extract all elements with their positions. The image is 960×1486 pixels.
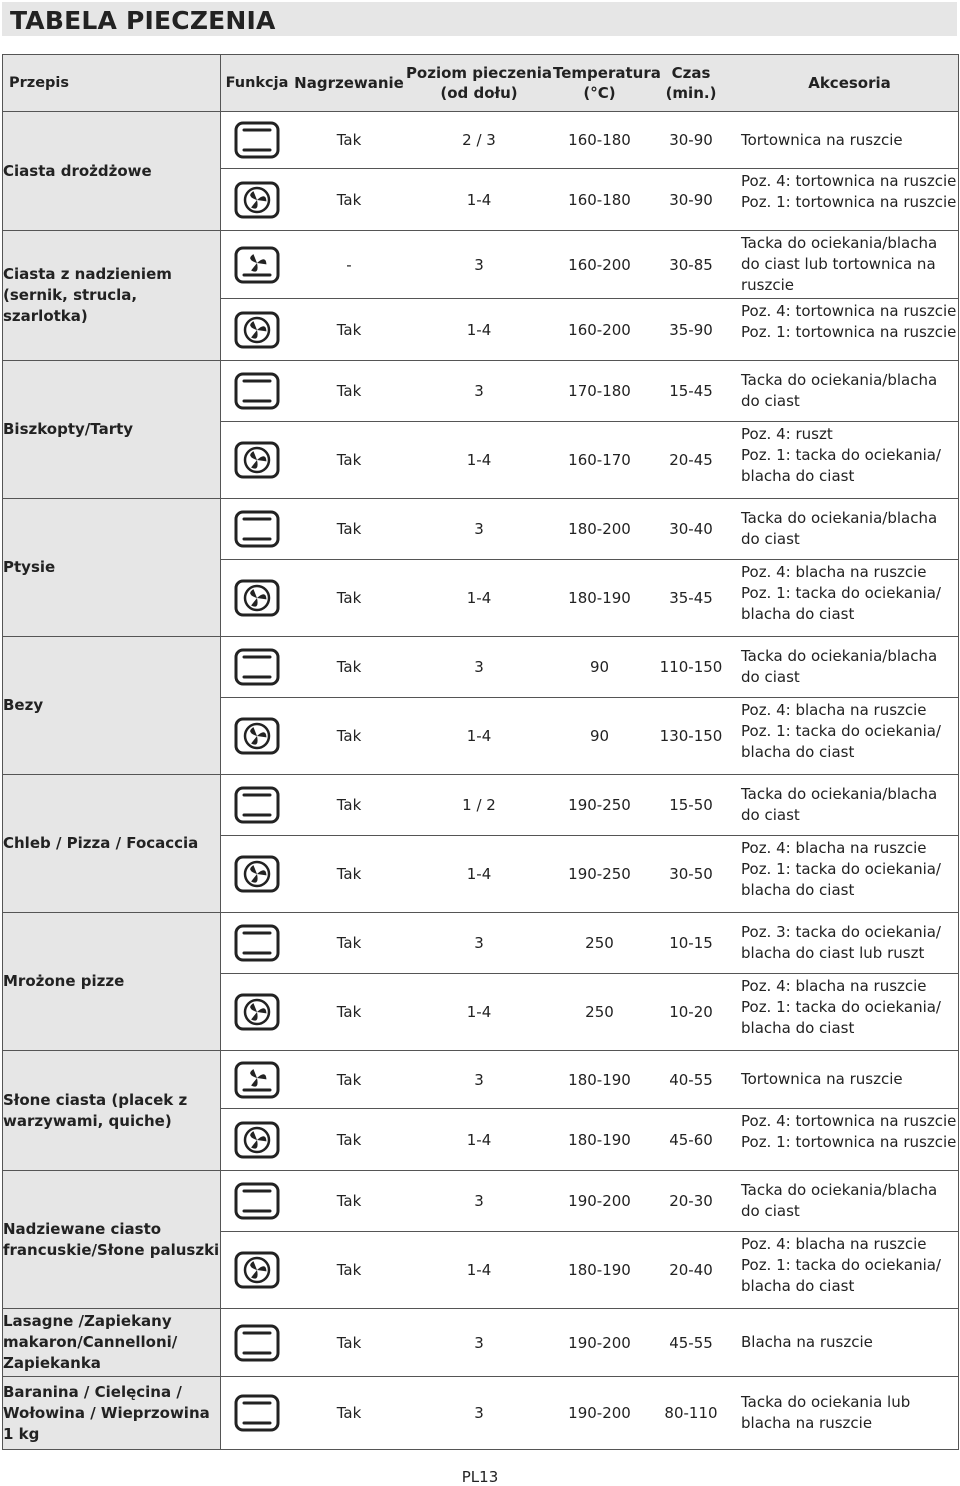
- recipe-settings: [221, 1309, 959, 1377]
- preheat-cell: Tak: [336, 1192, 362, 1210]
- temperature-cell: 190-200: [568, 1333, 631, 1352]
- table-row: [3, 1051, 959, 1171]
- table-row: [3, 1309, 959, 1377]
- time-cell: 30-85: [669, 255, 713, 274]
- table-row: [3, 231, 959, 361]
- accessories-cell: [736, 299, 958, 360]
- accessory-line: Poz. 1: tacka do ociekania/ blacha do ciast: [741, 584, 941, 623]
- temperature-cell: 190-250: [568, 865, 631, 883]
- convection-fan-icon: [234, 1251, 280, 1289]
- accessory-line: Poz. 4: blacha na ruszcie: [741, 701, 927, 719]
- function-cell: [221, 181, 293, 219]
- accessory-line: Poz. 1: tacka do ociekania/ blacha do ciast: [741, 446, 941, 485]
- conventional-icon: [234, 372, 280, 410]
- setting-row: [221, 775, 958, 835]
- preheat-cell: Tak: [336, 1003, 362, 1021]
- temperature-cell: 90: [589, 727, 610, 745]
- preheat-cell: Tak: [336, 520, 362, 538]
- function-cell: [221, 121, 293, 159]
- setting-row: [221, 973, 958, 1050]
- time-cell: 30-50: [669, 865, 713, 883]
- setting-row: [221, 1051, 958, 1108]
- accessory-line: Blacha na ruszcie: [741, 1333, 873, 1351]
- accessories-cell: [736, 1171, 958, 1231]
- recipe-name: Nadziewane ciasto francuskie/Słone paluszki: [3, 1171, 221, 1309]
- conventional-icon: [234, 648, 280, 686]
- accessories-cell: [736, 422, 958, 498]
- setting-row: [221, 913, 958, 973]
- setting-row: [221, 421, 958, 498]
- time-cell: 30-40: [669, 520, 713, 538]
- level-cell: 1-4: [466, 589, 492, 607]
- page-title: TABELA PIECZENIA: [10, 6, 276, 35]
- temperature-cell: 160-180: [568, 190, 631, 209]
- function-cell: [221, 717, 293, 755]
- level-cell: 3: [474, 934, 484, 952]
- header-temperature-line1: Temperatura: [553, 64, 661, 82]
- level-cell: 1-4: [466, 865, 492, 883]
- setting-row: [221, 559, 958, 636]
- conventional-icon: [234, 510, 280, 548]
- conventional-icon: [234, 924, 280, 962]
- temperature-cell: 190-200: [568, 1192, 631, 1210]
- setting-row: [221, 361, 958, 421]
- preheat-cell: Tak: [336, 934, 362, 952]
- convection-fan-icon: [234, 1121, 280, 1159]
- level-cell: 2 / 3: [462, 131, 496, 149]
- function-cell: [221, 924, 293, 962]
- accessory-line: Tacka do ociekania/blacha do ciast: [741, 1181, 938, 1220]
- time-cell: 20-45: [669, 451, 713, 469]
- temperature-cell: 160-180: [568, 131, 631, 149]
- setting-row: [221, 231, 958, 298]
- accessories-cell: [736, 974, 958, 1050]
- header-recipe: Przepis: [3, 55, 221, 112]
- level-cell: 3: [474, 1404, 484, 1422]
- time-cell: 15-50: [669, 796, 713, 814]
- accessory-line: Poz. 4: tortownica na ruszcie: [741, 172, 957, 190]
- time-cell: 110-150: [659, 658, 723, 676]
- recipe-settings: [221, 231, 959, 361]
- function-cell: [221, 579, 293, 617]
- temperature-cell: 180-190: [568, 1130, 631, 1149]
- preheat-cell: Tak: [336, 1404, 362, 1422]
- bottom-fan-icon: [234, 246, 280, 284]
- accessories-cell: [736, 698, 958, 774]
- time-cell: 30-90: [669, 131, 713, 149]
- recipe-settings: [221, 775, 959, 913]
- recipe-name: Słone ciasta (placek z warzywami, quiche): [3, 1051, 221, 1171]
- accessories-cell: [736, 1309, 958, 1376]
- accessory-line: Poz. 4: blacha na ruszcie: [741, 839, 927, 857]
- header-accessories: Akcesoria: [808, 73, 891, 92]
- conventional-icon: [234, 786, 280, 824]
- convection-fan-icon: [234, 181, 280, 219]
- table-row: [3, 1171, 959, 1309]
- preheat-cell: Tak: [336, 1333, 362, 1352]
- function-cell: [221, 246, 293, 284]
- level-cell: 3: [474, 520, 484, 538]
- temperature-cell: 190-250: [568, 796, 631, 814]
- preheat-cell: Tak: [336, 131, 362, 149]
- accessory-line: Poz. 4: ruszt: [741, 425, 833, 443]
- conventional-icon: [234, 1394, 280, 1432]
- header-time-line1: Czas: [671, 64, 711, 82]
- level-cell: 3: [474, 1070, 484, 1089]
- function-cell: [221, 648, 293, 686]
- table-body: [3, 112, 959, 1450]
- function-cell: [221, 1182, 293, 1220]
- temperature-cell: 180-190: [568, 589, 631, 607]
- preheat-cell: Tak: [336, 1070, 362, 1089]
- recipe-settings: [221, 112, 959, 231]
- table-row: [3, 775, 959, 913]
- preheat-cell: Tak: [336, 1130, 362, 1149]
- time-cell: 130-150: [659, 727, 723, 745]
- setting-row: [221, 697, 958, 774]
- temperature-cell: 160-170: [568, 451, 631, 469]
- temperature-cell: 90: [589, 658, 610, 676]
- level-cell: 1-4: [466, 1261, 492, 1279]
- temperature-cell: 190-200: [568, 1404, 631, 1422]
- accessory-line: Poz. 1: tortownica na ruszcie: [741, 193, 957, 211]
- preheat-cell: Tak: [336, 320, 362, 339]
- accessory-line: Tacka do ociekania/blacha do ciast: [741, 785, 938, 824]
- setting-row: [221, 1108, 958, 1170]
- preheat-cell: Tak: [336, 1261, 362, 1279]
- accessories-cell: [736, 169, 958, 230]
- recipe-name: Ciasta z nadzieniem (sernik, strucla, szarlotka): [3, 231, 221, 361]
- accessories-cell: [736, 499, 958, 559]
- function-cell: [221, 372, 293, 410]
- level-cell: 3: [474, 255, 484, 274]
- recipe-settings: [221, 361, 959, 499]
- accessory-line: Poz. 4: blacha na ruszcie: [741, 1235, 927, 1253]
- accessories-cell: [736, 637, 958, 697]
- temperature-cell: 170-180: [568, 382, 631, 400]
- function-cell: [221, 311, 293, 349]
- convection-fan-icon: [234, 311, 280, 349]
- accessory-line: Tacka do ociekania/blacha do ciast lub tortownica na ruszcie: [741, 234, 938, 294]
- convection-fan-icon: [234, 855, 280, 893]
- conventional-icon: [234, 1182, 280, 1220]
- recipe-settings: [221, 913, 959, 1051]
- temperature-cell: 160-200: [568, 255, 631, 274]
- accessories-cell: [736, 913, 958, 973]
- accessory-line: Poz. 4: blacha na ruszcie: [741, 977, 927, 995]
- baking-table: [2, 54, 959, 1450]
- time-cell: 20-40: [669, 1261, 713, 1279]
- preheat-cell: Tak: [336, 796, 362, 814]
- accessory-line: Poz. 1: tacka do ociekania/ blacha do ciast: [741, 860, 941, 899]
- table-row: [3, 637, 959, 775]
- temperature-cell: 250: [585, 934, 614, 952]
- function-cell: [221, 1324, 293, 1362]
- table-row: [3, 361, 959, 499]
- setting-row: [221, 1309, 958, 1376]
- convection-fan-icon: [234, 993, 280, 1031]
- recipe-name: Ptysie: [3, 499, 221, 637]
- conventional-icon: [234, 1324, 280, 1362]
- accessory-line: Poz. 3: tacka do ociekania/ blacha do ciast lub ruszt: [741, 923, 941, 962]
- level-cell: 3: [474, 1192, 484, 1210]
- accessory-line: Poz. 4: blacha na ruszcie: [741, 563, 927, 581]
- function-cell: [221, 993, 293, 1031]
- header-temperature: [553, 63, 661, 103]
- temperature-cell: 180-190: [568, 1070, 631, 1089]
- table-row: [3, 499, 959, 637]
- accessory-line: Tacka do ociekania/blacha do ciast: [741, 371, 938, 410]
- time-cell: 30-90: [669, 190, 713, 209]
- setting-row: [221, 168, 958, 230]
- accessory-line: Poz. 1: tortownica na ruszcie: [741, 323, 957, 341]
- preheat-cell: Tak: [336, 865, 362, 883]
- accessories-cell: [736, 560, 958, 636]
- level-cell: 3: [474, 382, 484, 400]
- function-cell: [221, 1121, 293, 1159]
- header-group: [221, 55, 959, 112]
- preheat-cell: Tak: [336, 589, 362, 607]
- accessory-line: Poz. 1: tacka do ociekania/ blacha do ciast: [741, 998, 941, 1037]
- header-preheat: Nagrzewanie: [294, 74, 404, 92]
- page-number: PL13: [461, 1468, 499, 1486]
- setting-row: [221, 298, 958, 360]
- recipe-settings: [221, 1171, 959, 1309]
- recipe-name: Chleb / Pizza / Focaccia: [3, 775, 221, 913]
- level-cell: 3: [474, 1333, 484, 1352]
- setting-row: [221, 1377, 958, 1449]
- convection-fan-icon: [234, 579, 280, 617]
- level-cell: 1-4: [466, 190, 492, 209]
- recipe-settings: [221, 1377, 959, 1450]
- accessory-line: Tortownica na ruszcie: [741, 1070, 903, 1088]
- accessories-cell: [736, 775, 958, 835]
- table-row: [3, 1377, 959, 1450]
- accessories-cell: [736, 836, 958, 912]
- accessory-line: Poz. 1: tortownica na ruszcie: [741, 1133, 957, 1151]
- level-cell: 1-4: [466, 320, 492, 339]
- preheat-cell: -: [346, 255, 352, 274]
- recipe-name: Baranina / Cielęcina / Wołowina / Wieprzowina 1 kg: [3, 1377, 221, 1450]
- accessory-line: Poz. 4: tortownica na ruszcie: [741, 1112, 957, 1130]
- setting-row: [221, 499, 958, 559]
- recipe-name: Ciasta drożdżowe: [3, 112, 221, 231]
- time-cell: 35-90: [669, 320, 713, 339]
- table-row: [3, 913, 959, 1051]
- accessory-line: Tacka do ociekania/blacha do ciast: [741, 509, 938, 548]
- recipe-name: Mrożone pizze: [3, 913, 221, 1051]
- time-cell: 45-55: [669, 1333, 713, 1352]
- function-cell: [221, 855, 293, 893]
- accessories-cell: [736, 361, 958, 421]
- accessory-line: Poz. 1: tacka do ociekania/ blacha do ciast: [741, 1256, 941, 1295]
- table-row: [3, 112, 959, 231]
- function-cell: [221, 1061, 293, 1099]
- time-cell: 10-20: [669, 1003, 713, 1021]
- convection-fan-icon: [234, 441, 280, 479]
- accessories-cell: [736, 112, 958, 168]
- accessories-cell: [736, 1109, 958, 1170]
- temperature-cell: 160-200: [568, 320, 631, 339]
- preheat-cell: Tak: [336, 382, 362, 400]
- accessories-cell: [736, 231, 958, 298]
- header-level: [405, 63, 553, 103]
- accessory-line: Poz. 4: tortownica na ruszcie: [741, 302, 957, 320]
- header-level-line1: Poziom pieczenia: [405, 64, 553, 82]
- time-cell: 10-15: [669, 934, 713, 952]
- bottom-fan-icon: [234, 1061, 280, 1099]
- convection-fan-icon: [234, 717, 280, 755]
- time-cell: 20-30: [669, 1192, 713, 1210]
- function-cell: [221, 441, 293, 479]
- setting-row: [221, 637, 958, 697]
- header-function: Funkcja: [225, 75, 289, 91]
- title-bar: [2, 2, 957, 36]
- level-cell: 1-4: [466, 1003, 492, 1021]
- setting-row: [221, 112, 958, 168]
- table-header-row: [3, 55, 959, 112]
- level-cell: 1-4: [466, 727, 492, 745]
- recipe-settings: [221, 1051, 959, 1171]
- preheat-cell: Tak: [336, 658, 362, 676]
- function-cell: [221, 510, 293, 548]
- accessory-line: Poz. 1: tacka do ociekania/ blacha do ciast: [741, 722, 941, 761]
- header-time: [646, 63, 736, 103]
- recipe-name: Biszkopty/Tarty: [3, 361, 221, 499]
- recipe-name: Lasagne /Zapiekany makaron/Cannelloni/ Zapiekanka: [3, 1309, 221, 1377]
- function-cell: [221, 1251, 293, 1289]
- preheat-cell: Tak: [336, 727, 362, 745]
- time-cell: 40-55: [669, 1070, 713, 1089]
- time-cell: 80-110: [664, 1404, 718, 1422]
- temperature-cell: 250: [585, 1003, 614, 1021]
- function-cell: [221, 786, 293, 824]
- accessory-line: Tacka do ociekania/blacha do ciast: [741, 647, 938, 686]
- time-cell: 45-60: [669, 1130, 713, 1149]
- recipe-settings: [221, 499, 959, 637]
- setting-row: [221, 1231, 958, 1308]
- level-cell: 1-4: [466, 1130, 492, 1149]
- recipe-settings: [221, 637, 959, 775]
- setting-row: [221, 835, 958, 912]
- temperature-cell: 180-190: [568, 1261, 631, 1279]
- recipe-name: Bezy: [3, 637, 221, 775]
- conventional-icon: [234, 121, 280, 159]
- preheat-cell: Tak: [336, 190, 362, 209]
- level-cell: 1 / 2: [462, 796, 496, 814]
- preheat-cell: Tak: [336, 451, 362, 469]
- setting-row: [221, 1171, 958, 1231]
- temperature-cell: 180-200: [568, 520, 631, 538]
- accessories-cell: [736, 1232, 958, 1308]
- header-level-line2: (od dołu): [440, 84, 518, 102]
- level-cell: 3: [474, 658, 484, 676]
- accessories-cell: [736, 1051, 958, 1108]
- accessory-line: Tacka do ociekania lub blacha na ruszcie: [741, 1393, 911, 1432]
- function-cell: [221, 1394, 293, 1432]
- accessories-cell: [736, 1377, 958, 1449]
- header-time-line2: (min.): [665, 84, 717, 102]
- accessory-line: Tortownica na ruszcie: [741, 130, 903, 149]
- time-cell: 35-45: [669, 589, 713, 607]
- time-cell: 15-45: [669, 382, 713, 400]
- header-temperature-line2: (°C): [583, 84, 616, 102]
- level-cell: 1-4: [466, 451, 492, 469]
